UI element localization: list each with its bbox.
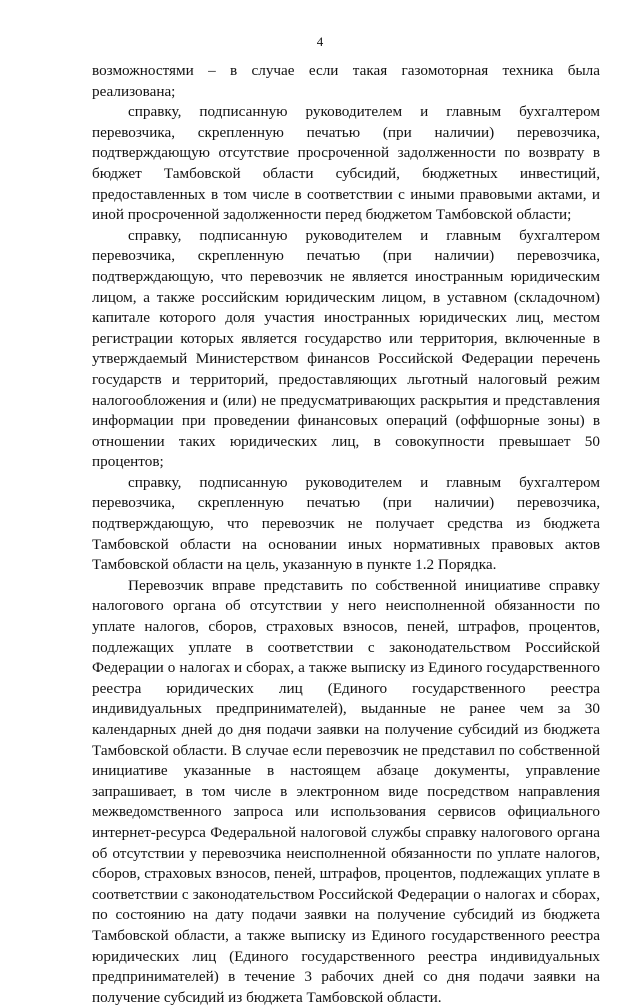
paragraph-foreign-entity-certificate: справку, подписанную руководителем и главным бухгалтером перевозчика, скрепленную печатью (при наличии) перевозчика, подтверждающую, что перевозчик не является иностранным юридическим лицом, а также российским юридическим лицом, в уставном (складочном) капитале которого доля участия иностранных юридических лиц, местом регистрации которых является государство или территория, включенные в утверждаемый Министерством финансов Российской Федерации перечень государств и территорий, предоставляющих льготный налоговый режим налогообложения и (или) не предусматривающих раскрытия и представления информации при проведении финансовых операций (оффшорные зоны) в отношении таких юридических лиц, в совокупности превышает 50 процентов;: [92, 226, 600, 471]
page-number: 4: [316, 34, 324, 49]
paragraph-no-other-funds-certificate: справку, подписанную руководителем и главным бухгалтером перевозчика, скрепленную печатью (при наличии) перевозчика, подтверждающую, что перевозчик не получает средства из бюджета Тамбовской области на основании иных нормативных правовых актов Тамбовской области на цель, указанную в пункте 1.2 Порядка.: [92, 473, 600, 574]
document-body: [92, 61, 600, 1008]
paragraph-continuation: возможностями – в случае если такая газомоторная техника была реализована;: [92, 62, 600, 100]
paragraph-tax-certificate: Перевозчик вправе представить по собственной инициативе справку налогового органа об отсутствии у него неисполненной обязанности по уплате налогов, сборов, страховых взносов, пеней, штрафов, процентов, подлежащих уплате в соответствии с законодательством Российской Федерации о налогах и сборах, а также выписку из Единого государственного реестра юридических лиц (Единого государственного реестра индивидуальных предпринимателей), выданные не ранее чем за 30 календарных дней до дня подачи заявки на получение субсидий из бюджета Тамбовской области. В случае если перевозчик не представил по собственной инициативе указанные в настоящем абзаце документы, управление запрашивает, в том числе в электронном виде посредством направления межведомственного запроса или использования сервисов официального интернет-ресурса Федеральной налоговой службы справку налогового органа об отсутствии у перевозчика неисполненной обязанности по уплате налогов, сборов, страховых взносов, пеней, штрафов, процентов, подлежащих уплате в соответствии с законодательством Российской Федерации о налогах и сборах, по состоянию на дату подачи заявки на получение субсидий из бюджета Тамбовской области, а также выписку из Единого государственного реестра юридических лиц (Единого государственного реестра индивидуальных предпринимателей) в течение 3 рабочих дней со дня подачи заявки на получение субсидий из бюджета Тамбовской области.: [92, 576, 600, 1006]
paragraph-debt-certificate: справку, подписанную руководителем и главным бухгалтером перевозчика, скрепленную печатью (при наличии) перевозчика, подтверждающую отсутствие просроченной задолженности по возврату в бюджет Тамбовской области субсидий, бюджетных инвестиций, предоставленных в том числе в соответствии с иными правовыми актами, и иной просроченной задолженности перед бюджетом Тамбовской области;: [92, 103, 600, 224]
